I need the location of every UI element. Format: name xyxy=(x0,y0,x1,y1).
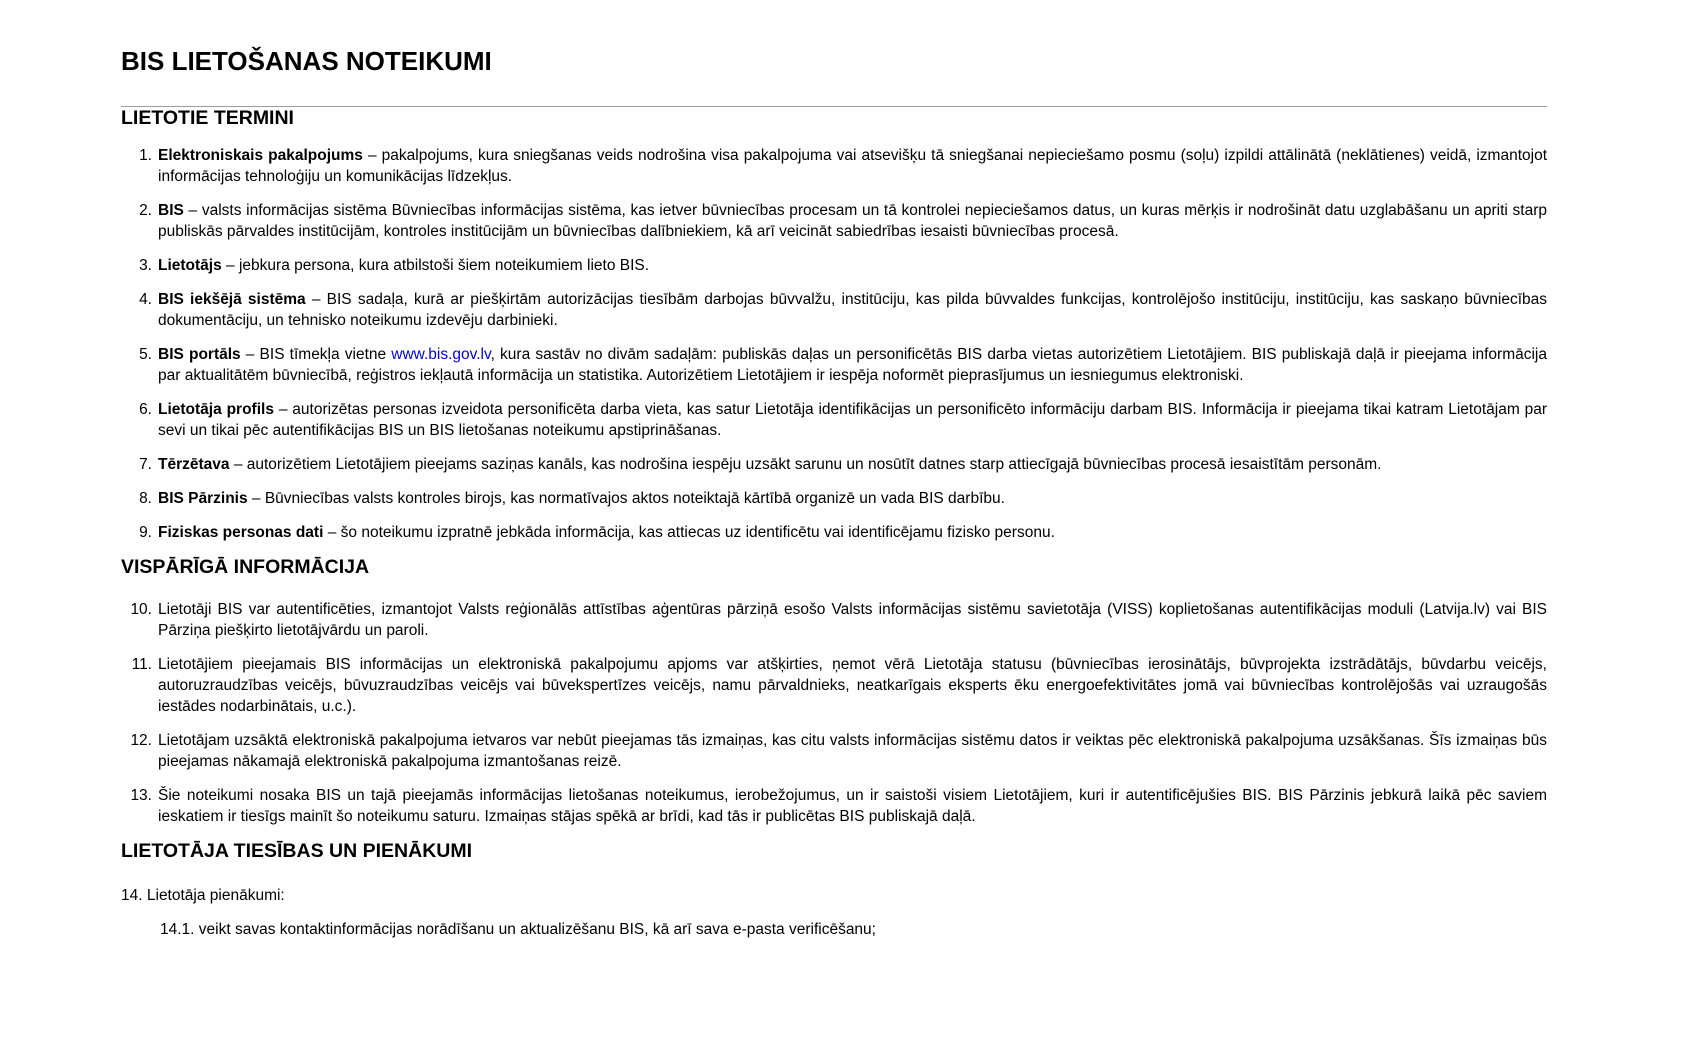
item-number: 9. xyxy=(139,524,152,541)
bis-portal-link[interactable]: www.bis.gov.lv xyxy=(391,346,491,363)
term-label: Tērzētava xyxy=(158,456,230,473)
term-definition-post: , kura sastāv no divām sadaļām: publiskās daļas un personificētās BIS darba vietas autorizētiem Lietotājiem. BIS publiskajā daļā ir pieejama informācija par aktualitātēm būvniecībā, reģistros iekļautā informācija un statistika. Autorizētiem Lietotājiem ir iespēja noformēt pieprasījumus un iesniegumus elektroniski. xyxy=(158,346,1547,384)
section-heading-lietotie-termini: LIETOTIE TERMINI xyxy=(121,107,294,129)
term-label: Fiziskas personas dati xyxy=(158,524,324,541)
term-item-1 xyxy=(121,145,1547,187)
term-item-5 xyxy=(121,344,1547,386)
term-item-2 xyxy=(121,200,1547,242)
term-label: Lietotāja profils xyxy=(158,401,274,418)
terms-list xyxy=(121,145,1547,543)
term-label: BIS xyxy=(158,202,184,219)
item-number: 2. xyxy=(139,202,152,219)
term-definition: – Būvniecības valsts kontroles birojs, kas normatīvajos aktos noteiktajā kārtībā organizē un vada BIS darbību. xyxy=(251,490,1005,507)
term-label: BIS Pārzinis xyxy=(158,490,248,507)
term-item-6 xyxy=(121,399,1547,441)
item-number: 8. xyxy=(139,490,152,507)
item-number: 10. xyxy=(130,601,152,618)
general-info-list xyxy=(121,599,1547,827)
item-text: Lietotāji BIS var autentificēties, izmantojot Valsts reģionālās attīstības aģentūras pārziņā esošo Valsts informācijas sistēmu savietotāja (VISS) koplietošanas autentifikācijas moduli (Latvija.lv) vai BIS Pārziņa piešķirto lietotājvārdu un paroli. xyxy=(158,601,1547,639)
item-number: 1. xyxy=(139,147,152,164)
term-definition: – šo noteikumu izpratnē jebkāda informācija, kas attiecas uz identificētu vai identificējamu fizisko personu. xyxy=(327,524,1055,541)
duties-item-14 xyxy=(121,885,1547,906)
item-number: 3. xyxy=(139,257,152,274)
term-label: Elektroniskais pakalpojums xyxy=(158,147,363,164)
term-label: BIS iekšējā sistēma xyxy=(158,291,306,308)
section-heading-vispariga-informacija: VISPĀRĪGĀ INFORMĀCIJA xyxy=(121,556,370,578)
term-item-7 xyxy=(121,454,1547,475)
item-number: 6. xyxy=(139,401,152,418)
section-heading-lietotaja-tiesibas: LIETOTĀJA TIESĪBAS UN PIENĀKUMI xyxy=(121,840,473,862)
duties-subitem-14-1 xyxy=(121,919,1547,940)
term-definition: – pakalpojums, kura sniegšanas veids nodrošina visa pakalpojuma vai atsevišķu tā sniegšanai nepieciešamo posmu (soļu) izpildi attālinātā (neklātienes) veidā, izmantojot informācijas tehnoloģiju un komunikācijas līdzekļus. xyxy=(158,147,1548,185)
term-definition-pre: – BIS tīmekļa vietne xyxy=(245,346,392,363)
term-item-3 xyxy=(121,255,1547,276)
term-item-8 xyxy=(121,488,1547,509)
page-title: BIS LIETOŠANAS NOTEIKUMI xyxy=(121,46,492,76)
item-text: Šie noteikumi nosaka BIS un tajā pieejamās informācijas lietošanas noteikumus, ierobežojumus, un ir saistoši visiem Lietotājiem, kuri ir autentificējušies BIS. BIS Pārzinis jebkurā laikā pēc saviem ieskatiem ir tiesīgs mainīt šo noteikumu saturu. Izmaiņas stājas spēkā ar brīdi, kad tās ir publicētas BIS publiskajā daļā. xyxy=(158,787,1547,825)
term-definition: – BIS sadaļa, kurā ar piešķirtām autorizācijas tiesībām darbojas būvvalžu, institūciju, kas pilda būvvaldes funkcijas, kontrolējošo institūciju, institūciju, kas saskaņo būvniecības dokumentāciju, un tehnisko noteikumu izdevēju darbinieki. xyxy=(158,291,1547,329)
term-definition: – autorizētiem Lietotājiem pieejams saziņas kanāls, kas nodrošina iespēju uzsākt sarunu un nosūtīt datnes starp attiecīgajā būvniecības procesā iesaistītām personām. xyxy=(233,456,1382,473)
term-label: BIS portāls xyxy=(158,346,241,363)
item-number: 12. xyxy=(130,732,152,749)
item-number: 4. xyxy=(139,291,152,308)
term-item-9 xyxy=(121,522,1547,543)
term-item-4 xyxy=(121,289,1547,331)
term-label: Lietotājs xyxy=(158,257,222,274)
item-text: Lietotājiem pieejamais BIS informācijas un elektroniskā pakalpojumu apjoms var atšķirties, ņemot vērā Lietotāja statusu (būvniecības ierosinātājs, būvprojekta izstrādātājs, būvdarbu veicējs, autoruzraudzības veicējs, būvuzraudzības veicējs vai būvekspertīzes veicējs, namu pārvaldnieks, neatkarīgais eksperts ēku energoefektivitātes jomā vai būvniecības kontrolējošās vai uzraugošās iestādes nodarbinātais, u.c.). xyxy=(158,656,1547,715)
term-definition: – autorizētas personas izveidota personificēta darba vieta, kas satur Lietotāja identifikācijas un personificēto informāciju darbam BIS. Informācija ir pieejama tikai katram Lietotājam par sevi un tikai pēc autentifikācijas BIS un BIS lietošanas noteikumu apstiprināšanas. xyxy=(158,401,1547,439)
item-number: 14. xyxy=(121,887,143,904)
item-number: 11. xyxy=(131,656,152,673)
item-text: veikt savas kontaktinformācijas norādīšanu un aktualizēšanu BIS, kā arī sava e-pasta verificēšanu; xyxy=(198,921,876,938)
term-definition: – valsts informācijas sistēma Būvniecības informācijas sistēma, kas ietver būvniecības procesam un tā kontrolei nepieciešamos datus, un kuras mērķis ir nodrošināt datu uzglabāšanu un apriti starp publiskās pārvaldes institūcijām, kontroles institūcijām un būvniecības dalībniekiem, kā arī veicināt sabiedrības iesaisti būvniecības procesā. xyxy=(158,202,1547,240)
info-item-12 xyxy=(121,730,1547,772)
term-definition: – jebkura persona, kura atbilstoši šiem noteikumiem lieto BIS. xyxy=(226,257,650,274)
item-number: 14.1. xyxy=(160,921,195,938)
info-item-13 xyxy=(121,785,1547,827)
info-item-11 xyxy=(121,654,1547,717)
item-text: Lietotājam uzsāktā elektroniskā pakalpojuma ietvaros var nebūt pieejamas tās izmaiņas, kas citu valsts informācijas sistēmu datos ir veiktas pēc elektroniskā pakalpojuma uzsākšanas. Šīs izmaiņas būs pieejamas nākamajā elektroniskā pakalpojuma izmantošanas reizē. xyxy=(158,732,1547,770)
item-number: 7. xyxy=(139,456,152,473)
info-item-10 xyxy=(121,599,1547,641)
item-text: Lietotāja pienākumi: xyxy=(146,887,285,904)
item-number: 13. xyxy=(130,787,152,804)
item-number: 5. xyxy=(139,346,152,363)
